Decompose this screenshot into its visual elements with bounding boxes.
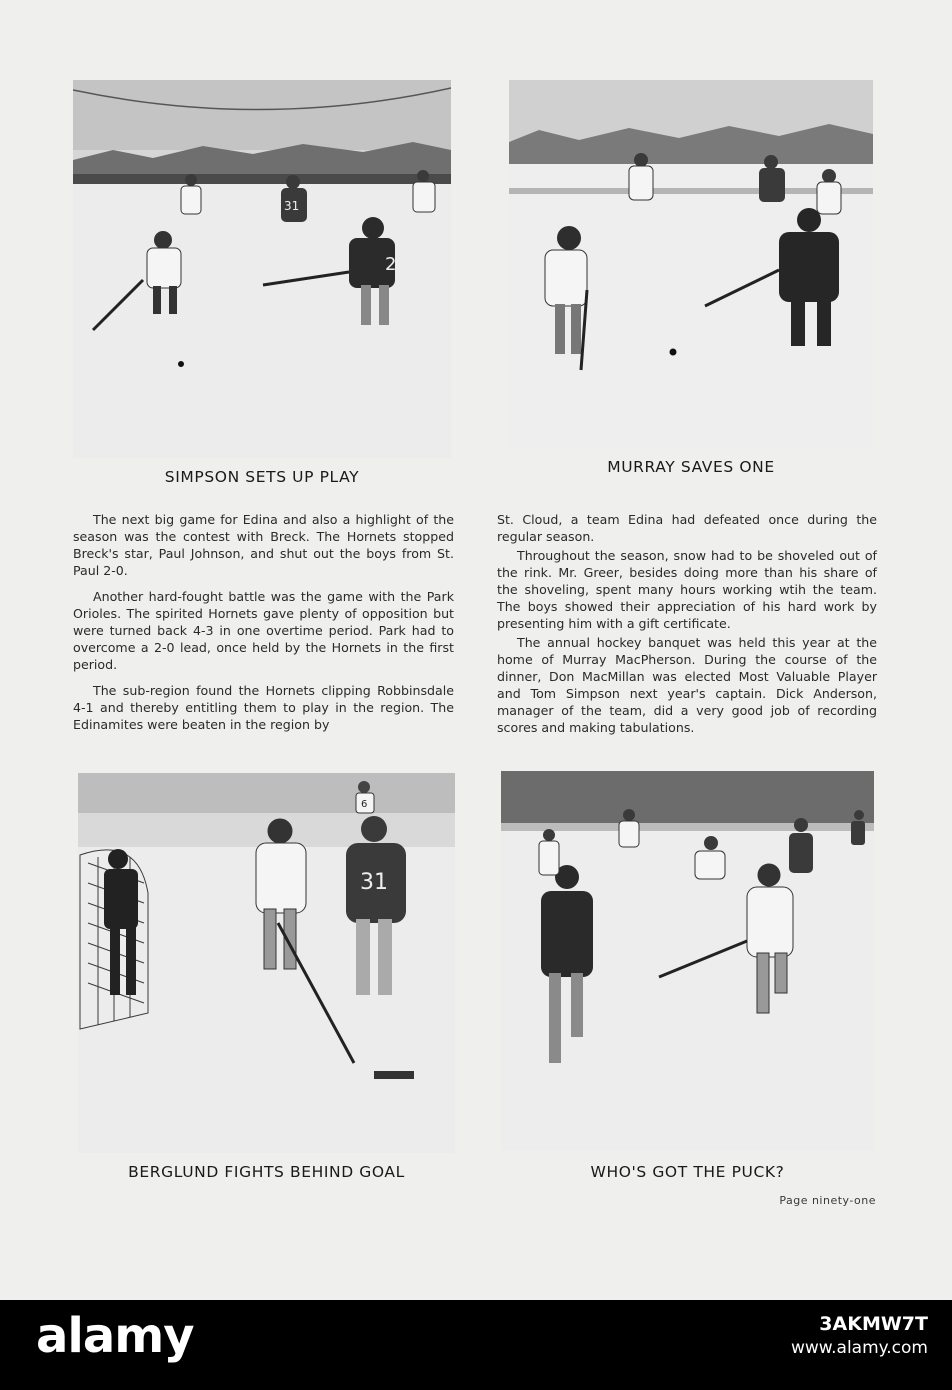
paragraph-sub-region: The sub-region found the Hornets clipping Robbinsdale 4-1 and thereby entitling them to play in the region. The Edinamites were beaten in the region by — [73, 683, 454, 732]
caption-whos-got-the-puck: WHO'S GOT THE PUCK? — [590, 1163, 785, 1181]
paragraph-breck-game: The next big game for Edina and also a highlight of the season was the contest with Breck. The Hornets stopped Breck's star, Paul Johnson, and shut out the boys from St. Paul 2-0. — [73, 512, 454, 578]
page-number: Page ninety-one — [779, 1194, 876, 1207]
photo-murray-saves-one — [509, 80, 873, 448]
alamy-url: www.alamy.com — [790, 1338, 928, 1358]
image-id-block — [791, 1312, 928, 1360]
hockey-scene-illustration — [501, 771, 874, 1151]
paragraph-banquet: The annual hockey banquet was held this year at the home of Murray MacPherson. During the course of the dinner, Don MacMillan was elected Most Valuable Player and Tom Simpson next year's captain. Dick Anderson, manager of the team, did a very good job of recording scores and making tabulations. — [497, 635, 877, 735]
paragraph-shoveling: Throughout the season, snow had to be shoveled out of the rink. Mr. Greer, besides doing more than his share of the shoveling, spent many hours working wtih the team. The boys showed their appreciation of his hard work by presenting him with a gift certificate. — [497, 548, 877, 631]
photo-simpson-sets-up-play — [73, 80, 451, 458]
hockey-scene-illustration — [73, 80, 451, 458]
caption-murray-saves-one: MURRAY SAVES ONE — [607, 458, 775, 476]
hockey-scene-illustration — [78, 773, 455, 1153]
jersey-number-text: 31 — [284, 199, 300, 213]
photo-berglund-fights-behind-goal — [78, 773, 455, 1153]
jersey-number-text: 31 — [360, 870, 388, 895]
photo-whos-got-the-puck — [501, 771, 874, 1151]
paragraph-park-orioles: Another hard-fought battle was the game with the Park Orioles. The spirited Hornets gave plenty of opposition but were turned back 4-3 in one overtime period. Park had to overcome a 2-0 lead, once held by the Hornets in the first period. — [73, 589, 454, 672]
jersey-number-text: 6 — [361, 799, 368, 810]
image-id: 3AKMW7T — [819, 1313, 928, 1335]
alamy-logo: alamy — [36, 1308, 194, 1364]
jersey-number-text: 2 — [385, 254, 397, 275]
paragraph-st-cloud: St. Cloud, a team Edina had defeated once during the regular season. — [497, 512, 877, 544]
article-left-column — [73, 511, 454, 733]
article-right-column — [497, 511, 877, 736]
caption-simpson-sets-up-play: SIMPSON SETS UP PLAY — [164, 468, 360, 486]
caption-berglund-fights-behind-goal: BERGLUND FIGHTS BEHIND GOAL — [128, 1163, 405, 1181]
hockey-scene-illustration — [509, 80, 873, 448]
